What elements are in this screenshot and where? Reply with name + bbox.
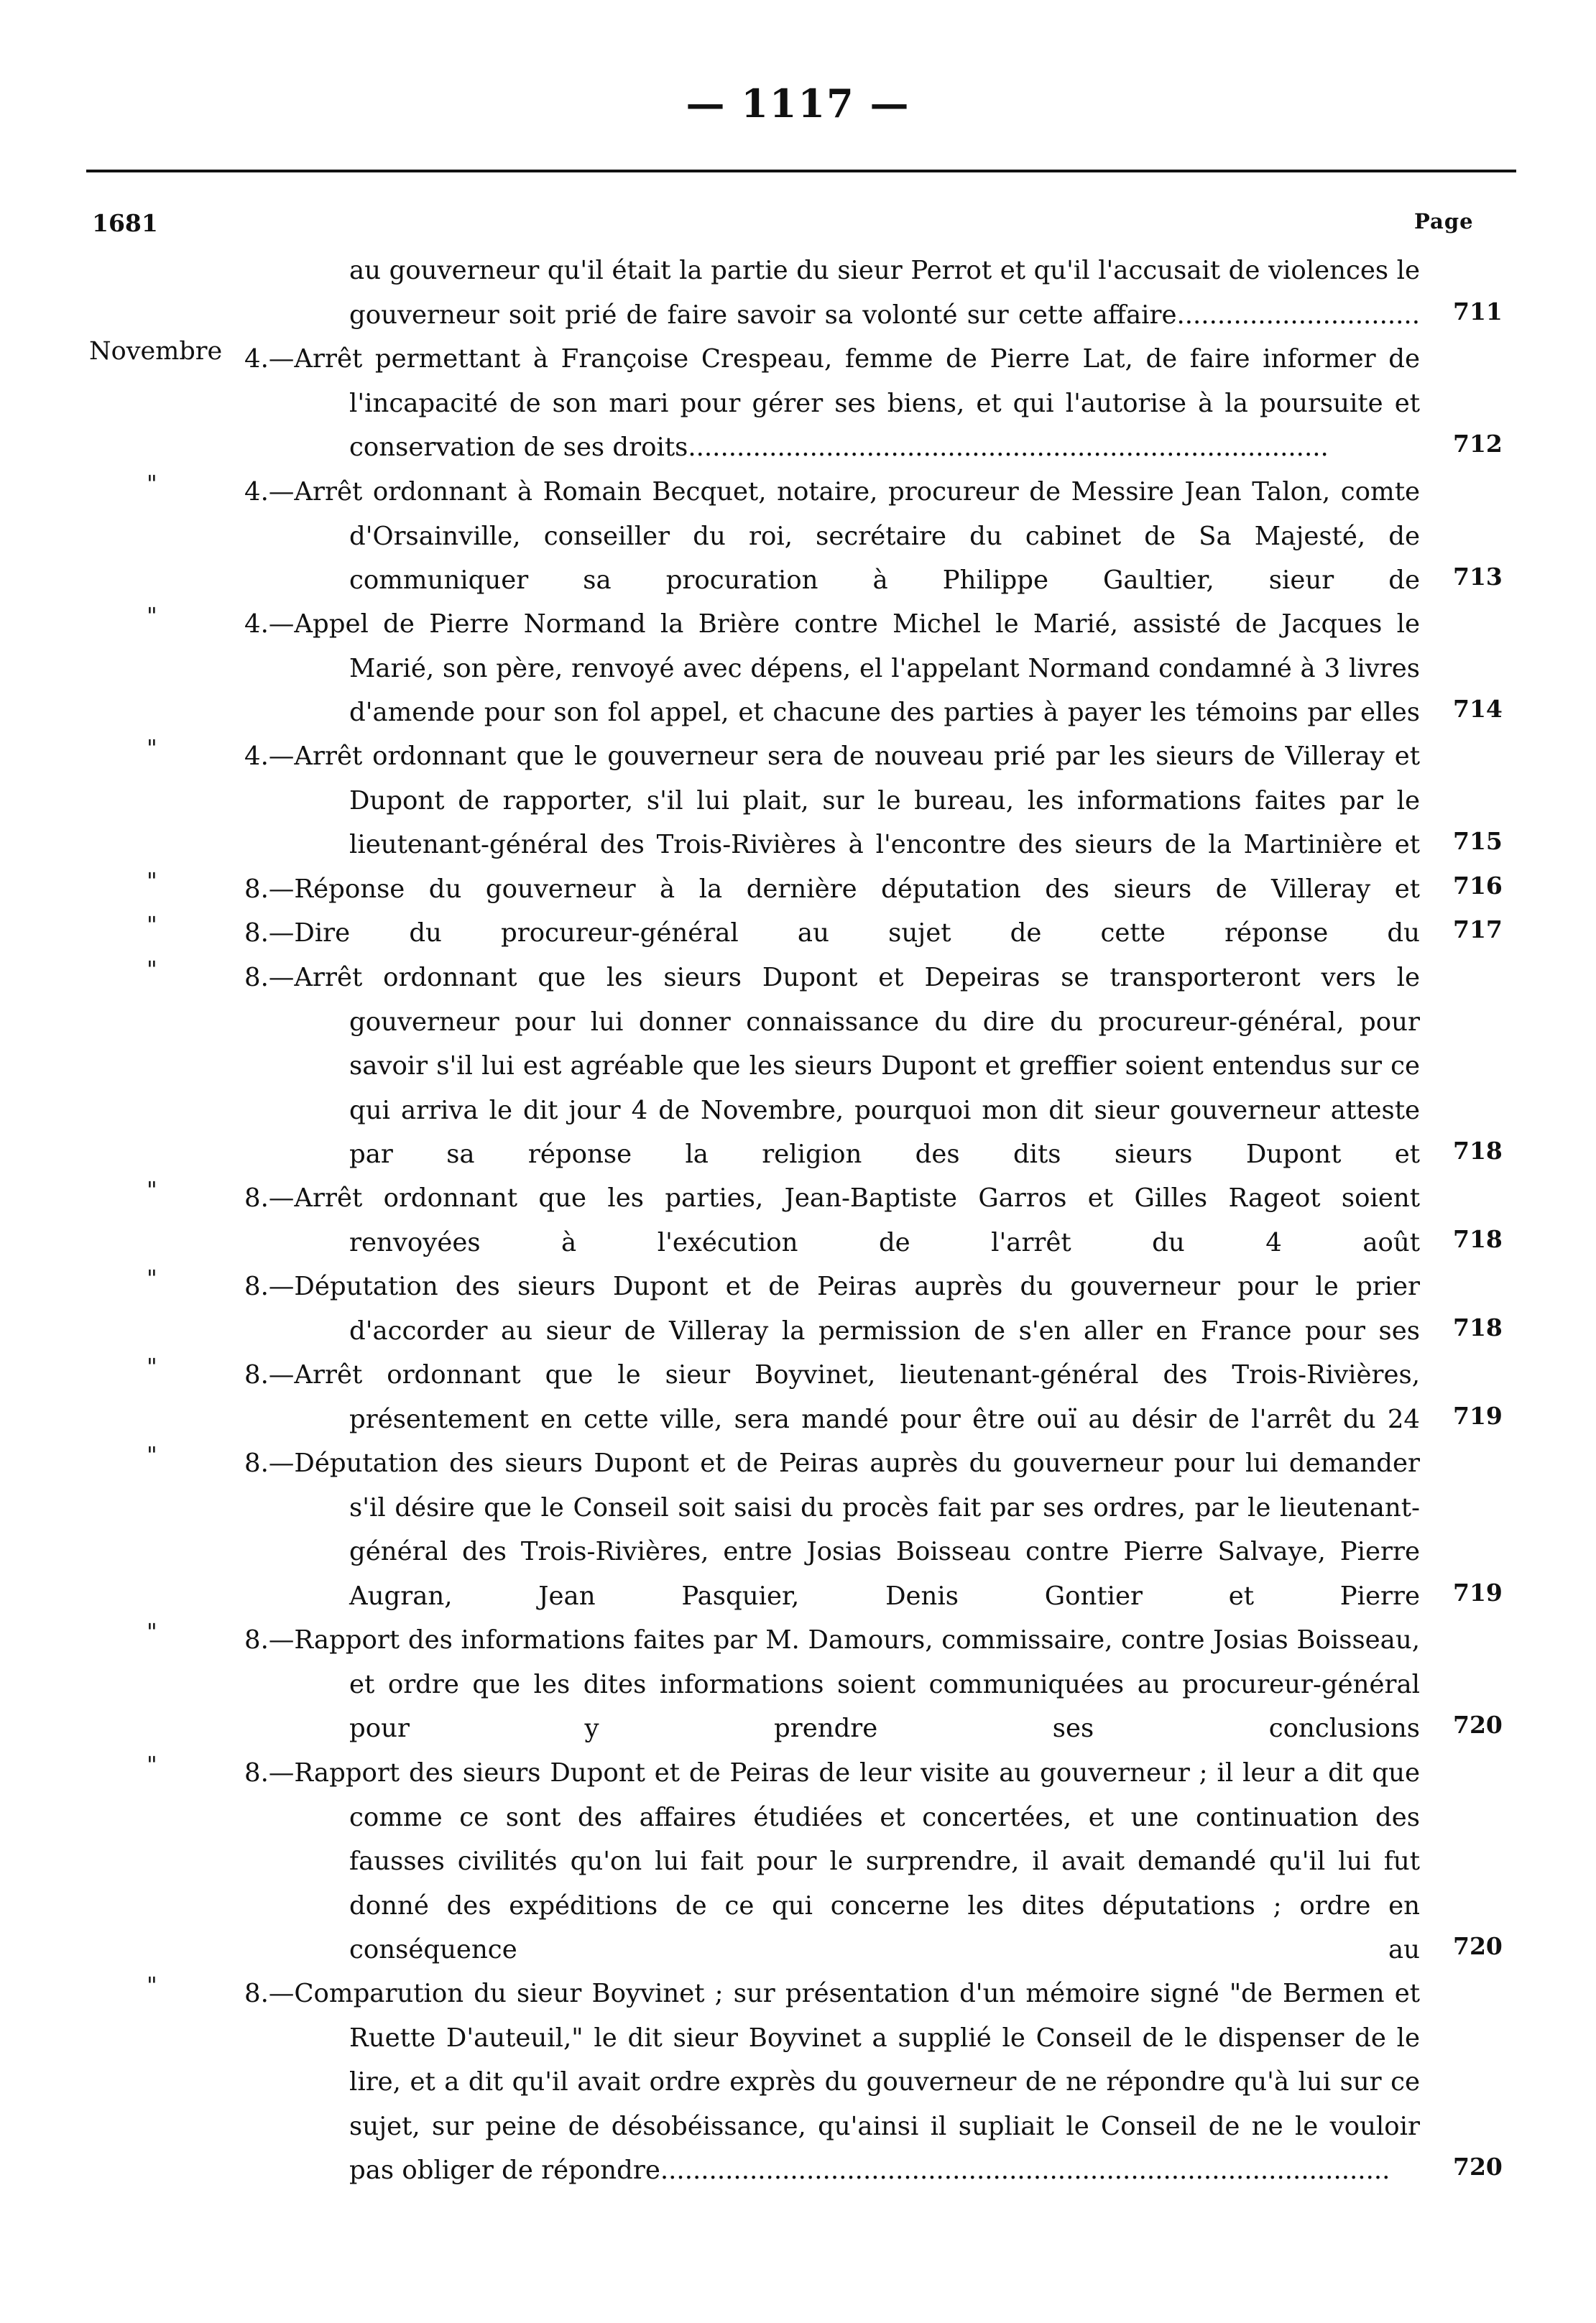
entry-ditto-mark: " [147, 1751, 157, 1778]
entry-ditto-mark: " [147, 911, 157, 938]
entry-ditto-mark: " [147, 1176, 157, 1204]
entry-page-number: 712 [1453, 430, 1503, 458]
entry-ditto-mark: " [147, 734, 157, 762]
entry-ditto-mark: " [147, 1441, 157, 1469]
entry-ditto-mark: " [147, 867, 157, 895]
entry-text: 4.—Arrêt ordonnant que le gouverneur sera de nouveau prié par les sieurs de Villeray et Dupont de rapporter, s'il lui plait, sur le bureau, les informations faites par le lieutenant-général des Trois-Rivières à l'encontre des sieurs de la Martinière et [244, 742, 1420, 859]
entry-page-number: 718 [1453, 1224, 1503, 1253]
entry-page-number: 719 [1453, 1578, 1503, 1607]
entry-ditto-mark: " [147, 1618, 157, 1645]
entry-text: 8.—Arrêt ordonnant que le sieur Boyvinet, lieutenant-général des Trois-Rivières, présentement en cette ville, sera mandé pour être ouï au désir de l'arrêt du 24 [244, 1360, 1420, 1434]
page-column-label: Page [1414, 209, 1474, 234]
entry-text: 8.—Arrêt ordonnant que les sieurs Dupont et Depeiras se transporteront vers le gouverneur pour lui donner connaissance du dire du procureur-général, pour savoir s'il lui est agréable que les sieurs Dupont et greffier soient entendus sur ce qui arriva le dit jour 4 de Novembre, pourquoi mon dit sieur gouverneur atteste par sa réponse la religion des dits sieurs Dupont et [244, 963, 1420, 1169]
entry-page-number: 716 [1453, 872, 1503, 900]
entry-ditto-mark: " [147, 956, 157, 983]
entry-ditto-mark: " [147, 470, 157, 497]
entry-page-number: 720 [1453, 1932, 1503, 1960]
entry-text: 8.—Comparution du sieur Boyvinet ; sur présentation d'un mémoire signé "de Bermen et Ruette D'auteuil," le dit sieur Boyvinet a supplié le Conseil de le dispenser de le lire, et a dit qu'il avait ordre exprès du gouverneur de ne répondre qu'à lui sur ce sujet, sur peine de désobéissance, qu'ainsi il supliait le Conseil de ne le vouloir pas obliger de répondre.......................................................................................... [244, 1979, 1420, 2185]
entry-text: 8.—Arrêt ordonnant que les parties, Jean-Baptiste Garros et Gilles Rageot soient renvoyées à l'exécution de l'arrêt du 4 août [244, 1183, 1420, 1257]
entry-text: 8.—Réponse du gouverneur à la dernière députation des sieurs de Villeray et [244, 874, 1420, 904]
entry-page-number: 720 [1453, 1711, 1503, 1739]
entry-page-number: 711 [1453, 297, 1503, 325]
entry-page-number: 720 [1453, 2153, 1503, 2181]
entry-text: 4.—Arrêt permettant à Françoise Crespeau, femme de Pierre Lat, de faire informer de l'incapacité de son mari pour gérer ses biens, et qui l'autorise à la poursuite et conservation de ses droits............................................................................... [244, 344, 1420, 462]
entry-text: 4.—Arrêt ordonnant à Romain Becquet, notaire, procureur de Messire Jean Talon, comte d'Orsainville, conseiller du roi, secrétaire du cabinet de Sa Majesté, de communiquer sa procuration à Philippe Gaultier, sieur de [244, 477, 1420, 595]
entry-ditto-mark: " [147, 1972, 157, 1999]
entry-text: 4.—Appel de Pierre Normand la Brière contre Michel le Marié, assisté de Jacques le Marié, son père, renvoyé avec dépens, el l'appelant Normand condamné à 3 livres d'amende pour son fol appel, et chacune des parties à payer les témoins par elles [244, 609, 1420, 727]
entry-page-number: 718 [1453, 1313, 1503, 1341]
entry-page-number: 713 [1453, 563, 1503, 591]
year-label: 1681 [92, 209, 158, 237]
header-rule [86, 170, 1516, 172]
entry-ditto-mark: " [147, 1265, 157, 1292]
page-number: — 1117 — [686, 80, 910, 126]
entry-page-number: 718 [1453, 1137, 1503, 1165]
entry-text: 8.—Rapport des informations faites par M. Damours, commissaire, contre Josias Boisseau, et ordre que les dites informations soient communiquées au procureur-général pour y prendre ses conclusions [244, 1625, 1420, 1743]
entry-month: Novembre [89, 337, 223, 366]
entry-page-number: 717 [1453, 915, 1503, 943]
entry-text: 8.—Députation des sieurs Dupont et de Peiras auprès du gouverneur pour le prier d'accorder au sieur de Villeray la permission de s'en aller en France pour ses [244, 1272, 1420, 1346]
entry-text: au gouverneur qu'il était la partie du sieur Perrot et qu'il l'accusait de violences le gouverneur soit prié de faire savoir sa volonté sur cette affaire.............................. [349, 256, 1420, 330]
entry-page-number: 719 [1453, 1401, 1503, 1430]
entry-text: 8.—Dire du procureur-général au sujet de cette réponse du [244, 918, 1420, 948]
entry-ditto-mark: " [147, 1353, 157, 1380]
entry-text: 8.—Rapport des sieurs Dupont et de Peiras de leur visite au gouverneur ; il leur a dit que comme ce sont des affaires étudiées et concertées, et une continuation des fausses civilités qu'on lui fait pour le surprendre, il avait demandé qu'il lui fut donné des expéditions de ce qui concerne les dites députations ; ordre en conséquence au [244, 1758, 1420, 1964]
entry-page-number: 714 [1453, 695, 1503, 723]
entry-page-number: 715 [1453, 827, 1503, 855]
entry-text: 8.—Députation des sieurs Dupont et de Peiras auprès du gouverneur pour lui demander s'il désire que le Conseil soit saisi du procès fait par ses ordres, par le lieutenant-général des Trois-Rivières, entre Josias Boisseau contre Pierre Salvaye, Pierre Augran, Jean Pasquier, Denis Gontier et Pierre [244, 1449, 1420, 1611]
entry-ditto-mark: " [147, 602, 157, 629]
